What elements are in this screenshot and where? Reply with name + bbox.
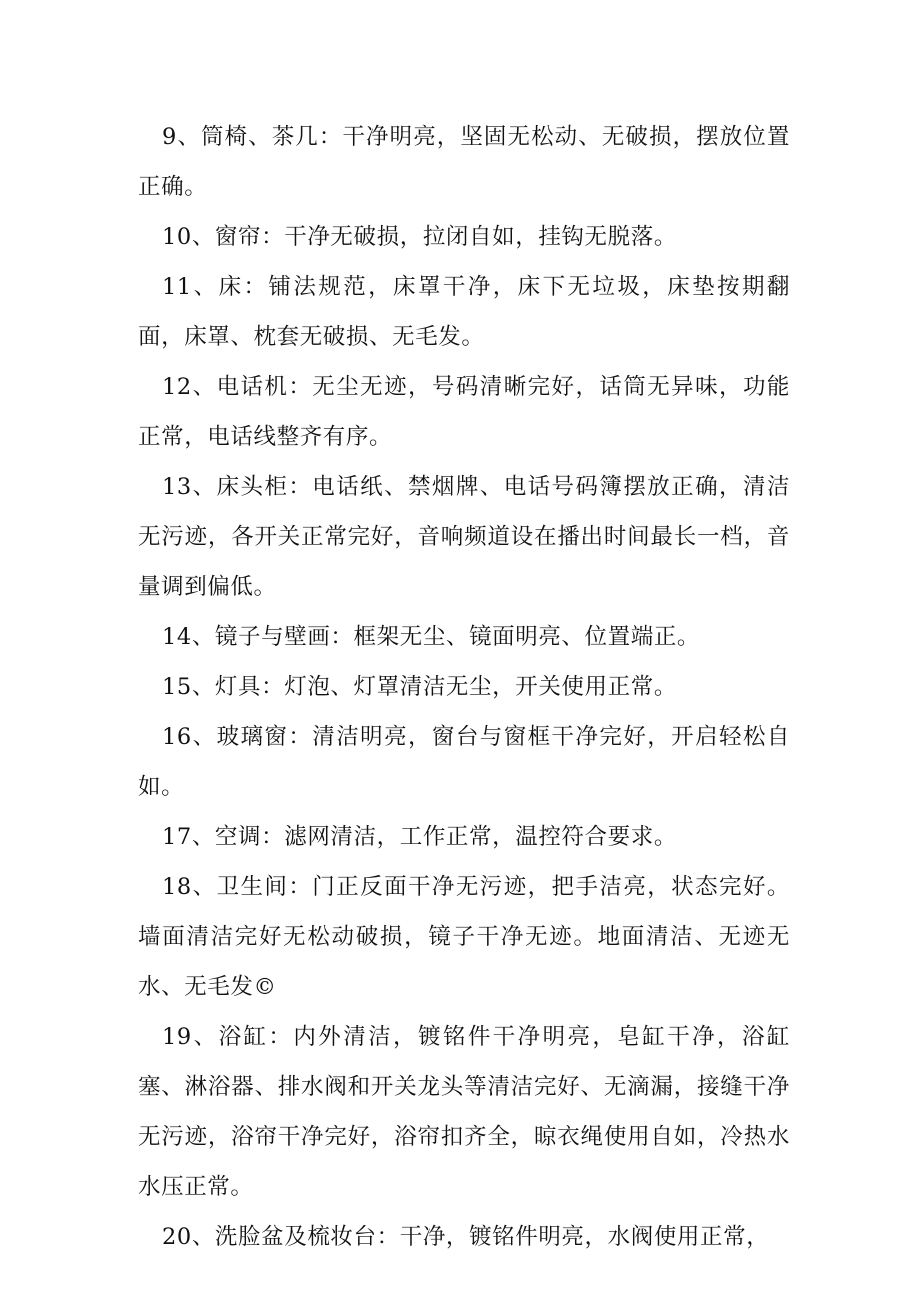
paragraph-item-11: 11、床：铺法规范，床罩干净，床下无垃圾，床垫按期翻面，床罩、枕套无破损、无毛发。 — [138, 274, 790, 350]
paragraph-item-18: 18、卫生间：门正反面干净无污迹，把手洁亮，状态完好。墙面清洁完好无松动破损，镜子干净无迹。地面清洁、无迹无水、无毛发© — [138, 874, 790, 1000]
paragraph-item-10: 10、窗帘：干净无破损，拉闭自如，挂钩无脱落。 — [162, 224, 677, 250]
paragraph-item-12: 12、电话机：无尘无迹，号码清晰完好，话筒无异味，功能正常，电话线整齐有序。 — [138, 374, 790, 450]
paragraph-item-14: 14、镜子与壁画：框架无尘、镜面明亮、位置端正。 — [162, 624, 701, 650]
paragraph-item-19: 19、浴缸：内外清洁，镀铭件干净明亮，皂缸干净，浴缸塞、淋浴器、排水阀和开关龙头等清洁完好、无滴漏，接缝干净无污迹，浴帘干净完好，浴帘扣齐全，晾衣绳使用自如，冷热水水压正常。 — [138, 1024, 790, 1200]
paragraph-item-15: 15、灯具：灯泡、灯罩清洁无尘，开关使用正常。 — [162, 674, 677, 700]
paragraph-item-16: 16、玻璃窗：清洁明亮，窗台与窗框干净完好，开启轻松自如。 — [138, 724, 790, 800]
paragraph-item-17: 17、空调：滤网清洁，工作正常，温控符合要求。 — [162, 824, 677, 850]
paragraph-item-9: 9、筒椅、茶几：干净明亮，坚固无松动、无破损，摆放位置正确。 — [138, 124, 790, 200]
paragraph-item-20: 20、洗脸盆及梳妆台：干净，镀铭件明亮，水阀使用正常， — [162, 1224, 770, 1250]
document-body — [138, 112, 790, 1262]
paragraph-item-13: 13、床头柜：电话纸、禁烟牌、电话号码簿摆放正确，清洁无污迹，各开关正常完好，音响频道设在播出时间最长一档，音量调到偏低。 — [138, 474, 790, 600]
